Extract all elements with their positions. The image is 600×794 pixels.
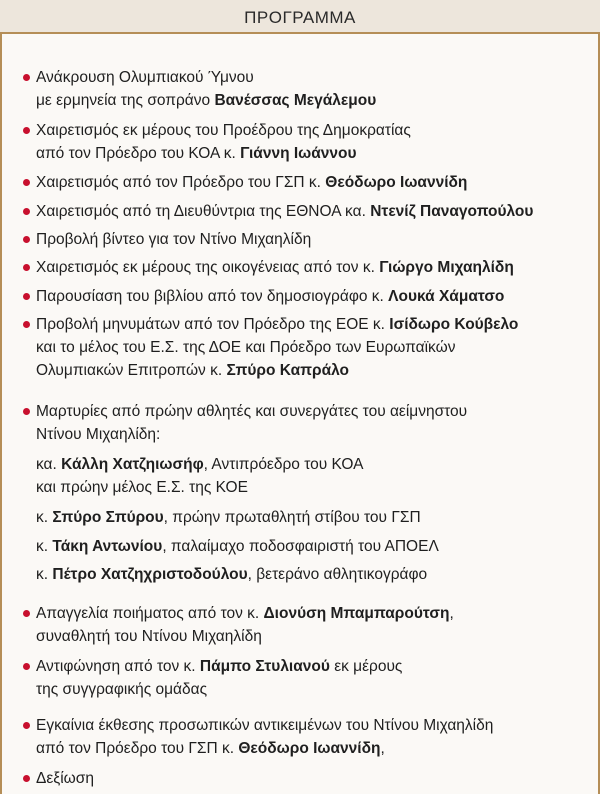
- person-name: Γιάννη Ιωάννου: [240, 145, 357, 162]
- bullet-icon: [23, 293, 30, 300]
- item-text: Χαιρετισμός εκ μέρους της οικογένειας από τον κ.: [36, 259, 380, 276]
- program-item: [36, 767, 586, 790]
- item-line: [36, 119, 586, 142]
- person-name: Θεόδωρο Ιωαννίδη: [238, 740, 381, 757]
- item-line: [36, 142, 586, 165]
- testimony-item: [36, 535, 586, 558]
- item-text: Ανάκρουση Ολυμπιακού Ύμνου: [36, 69, 254, 86]
- item-line: [36, 359, 586, 382]
- item-text: με ερμηνεία της σοπράνο: [36, 92, 215, 109]
- item-line: [36, 602, 586, 625]
- item-line: [36, 563, 586, 586]
- item-line: [36, 313, 586, 336]
- program-item: [36, 714, 586, 760]
- program-item: [36, 200, 586, 223]
- item-text: Χαιρετισμός από τον Πρόεδρο του ΓΣΠ κ.: [36, 174, 326, 191]
- program-item: [36, 66, 586, 112]
- item-text: , πρώην πρωταθλητή στίβου του ΓΣΠ: [163, 509, 421, 526]
- item-line: [36, 400, 586, 423]
- page-title: ΠΡΟΓΡΑΜΜΑ: [244, 8, 356, 27]
- bullet-icon: [23, 722, 30, 729]
- item-line: [36, 256, 586, 279]
- item-line: [36, 89, 586, 112]
- bullet-icon: [23, 208, 30, 215]
- item-text: Προβολή μηνυμάτων από τον Πρόεδρο της ΕΟΕ κ.: [36, 316, 390, 333]
- item-text: Προβολή βίντεο για τον Ντίνο Μιχαηλίδη: [36, 231, 312, 248]
- bullet-icon: [23, 408, 30, 415]
- person-name: Διονύση Μπαμπαρούτση: [263, 605, 450, 622]
- program-item: [36, 313, 586, 382]
- item-text: της συγγραφικής ομάδας: [36, 681, 208, 698]
- testimony-item: [36, 563, 586, 586]
- item-line: [36, 423, 586, 446]
- person-name: Πέτρο Χατζηχριστοδούλου: [52, 566, 248, 583]
- bullet-icon: [23, 264, 30, 271]
- item-line: [36, 678, 586, 701]
- item-text: , παλαίμαχο ποδοσφαιριστή του ΑΠΟΕΛ: [162, 538, 439, 555]
- item-text: Χαιρετισμός εκ μέρους του Προέδρου της Δημοκρατίας: [36, 122, 411, 139]
- program-item: [36, 285, 586, 308]
- item-line: [36, 66, 586, 89]
- person-name: Βανέσσας Μεγάλεμου: [214, 92, 377, 109]
- person-name: Σπύρο Σπύρου: [52, 509, 164, 526]
- item-line: [36, 767, 586, 790]
- item-text: Δεξίωση: [36, 770, 94, 787]
- person-name: Πάμπο Στυλιανού: [199, 658, 330, 675]
- person-name: Γιώργο Μιχαηλίδη: [379, 259, 514, 276]
- program-item: [36, 256, 586, 279]
- item-line: [36, 625, 586, 648]
- item-text: ,: [449, 605, 454, 622]
- program-item: [36, 171, 586, 194]
- person-name: Ντενίζ Παναγοπούλου: [370, 203, 534, 220]
- item-line: [36, 737, 586, 760]
- item-line: [36, 453, 586, 476]
- item-line: [36, 714, 586, 737]
- person-name: Τάκη Αντωνίου: [52, 538, 163, 555]
- person-name: Λουκά Χάματσο: [388, 288, 505, 305]
- bullet-icon: [23, 236, 30, 243]
- item-text: κ.: [36, 538, 53, 555]
- item-line: [36, 476, 586, 499]
- testimony-item: [36, 453, 586, 499]
- item-text: Αντιφώνηση από τον κ.: [36, 658, 200, 675]
- item-line: [36, 655, 586, 678]
- person-name: Ισίδωρο Κούβελο: [389, 316, 519, 333]
- item-text: ,: [380, 740, 385, 757]
- item-text: κα.: [36, 456, 62, 473]
- item-line: [36, 336, 586, 359]
- item-text: Ολυμπιακών Επιτροπών κ.: [36, 362, 227, 379]
- item-text: από τον Πρόεδρο του ΓΣΠ κ.: [36, 740, 239, 757]
- program-item: [36, 228, 586, 251]
- person-name: Σπύρο Καπράλο: [226, 362, 350, 379]
- person-name: Κάλλη Χατζηιωσήφ: [61, 456, 204, 473]
- item-text: κ.: [36, 566, 53, 583]
- item-text: από τον Πρόεδρο του ΚΟΑ κ.: [36, 145, 241, 162]
- bullet-icon: [23, 663, 30, 670]
- item-text: και πρώην μέλος Ε.Σ. της ΚΟΕ: [36, 479, 248, 496]
- bullet-icon: [23, 127, 30, 134]
- item-text: Ντίνου Μιχαηλίδη:: [36, 426, 161, 443]
- item-line: [36, 228, 586, 251]
- item-text: εκ μέρους: [329, 658, 403, 675]
- item-text: συναθλητή του Ντίνου Μιχαηλίδη: [36, 628, 262, 645]
- person-name: Θεόδωρο Ιωαννίδη: [325, 174, 468, 191]
- item-text: , βετεράνο αθλητικογράφο: [247, 566, 428, 583]
- item-text: Απαγγελία ποιήματος από τον κ.: [36, 605, 264, 622]
- testimony-item: [36, 506, 586, 529]
- program-item: [36, 119, 586, 165]
- program-item: [36, 602, 586, 648]
- bullet-icon: [23, 321, 30, 328]
- item-line: [36, 171, 586, 194]
- item-text: και το μέλος του Ε.Σ. της ΔΟΕ και Πρόεδρο των Ευρωπαϊκών: [36, 339, 456, 356]
- bullet-icon: [23, 610, 30, 617]
- item-text: κ.: [36, 509, 53, 526]
- program-item: [36, 400, 586, 446]
- item-line: [36, 285, 586, 308]
- item-text: Χαιρετισμός από τη Διευθύντρια της ΕΘΝΟΑ κα.: [36, 203, 371, 220]
- bullet-icon: [23, 179, 30, 186]
- item-line: [36, 535, 586, 558]
- item-text: Εγκαίνια έκθεσης προσωπικών αντικειμένων του Ντίνου Μιχαηλίδη: [36, 717, 494, 734]
- bullet-icon: [23, 775, 30, 782]
- item-text: Παρουσίαση του βιβλίου από τον δημοσιογράφο κ.: [36, 288, 389, 305]
- item-text: , Αντιπρόεδρο του ΚΟΑ: [203, 456, 364, 473]
- program-item: [36, 655, 586, 701]
- item-line: [36, 506, 586, 529]
- item-line: [36, 200, 586, 223]
- bullet-icon: [23, 74, 30, 81]
- item-text: Μαρτυρίες από πρώην αθλητές και συνεργάτες του αείμνηστου: [36, 403, 468, 420]
